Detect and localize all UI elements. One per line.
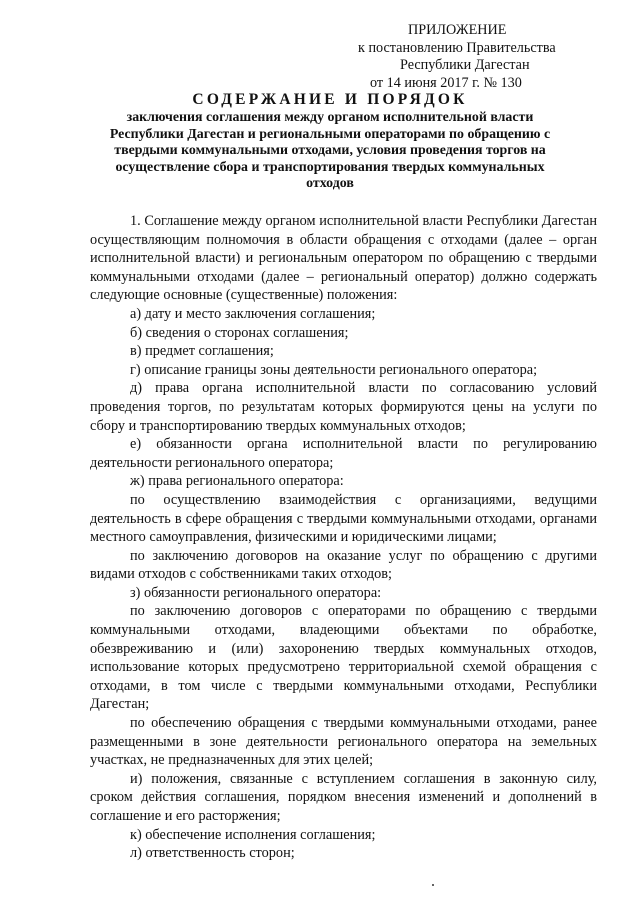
item-a: а) дату и место заключения соглашения; (130, 305, 376, 322)
item-z: з) обязанности регионального оператора: (130, 584, 382, 601)
item-i: и) положения, связанные с вступлением соглашения в законную силу, сроком действия соглашения, порядком внесения изменений и дополнений в соглашение и его расторжения; (90, 770, 597, 824)
appendix-date-line: от 14 июня 2017 г. № 130 (370, 74, 522, 91)
item-v: в) предмет соглашения; (130, 343, 274, 360)
appendix-republic-line: Республики Дагестан (400, 57, 530, 73)
item-g: г) описание границы зоны деятельности регионального оператора; (130, 361, 538, 378)
appendix-title: ПРИЛОЖЕНИЕ (408, 22, 507, 38)
item-d: д) права органа исполнительной власти по согласованию условий проведения торгов, по результатам которых формируются цены на услуги по сбору и транспортированию твердых коммунальных отходов; (90, 380, 597, 434)
item-z-sub-1: по заключению договоров с операторами по обращению с твердыми коммунальными отходами, владеющими объектами по обработке, обезвреживанию и (или) захоронению твердых коммунальных отходов, использование которых предусмотрено территориальной схемой обращения с отходами, в том числе с твердыми коммунальными отходами, Республики Дагестан; (90, 603, 597, 713)
item-e: е) обязанности органа исполнительной власти по регулированию деятельности регионального оператора; (90, 436, 597, 471)
paragraph-1: 1. Соглашение между органом исполнительной власти Республики Дагестан осуществляющим полномочия в области обращения с отходами (далее – орган исполнительной власти) и региональным оператором по обращению с твердыми коммунальными отходами (далее – региональный оператор) должно содержать следующие основные (существенные) положения: (90, 213, 597, 304)
scan-speck (432, 884, 434, 886)
item-zh-sub-2: по заключению договоров на оказание услуг по обращению с другими видами отходов с собственниками таких отходов; (90, 547, 597, 583)
document-heading: СОДЕРЖАНИЕ И ПОРЯДОК (192, 91, 468, 108)
item-k: к) обеспечение исполнения соглашения; (130, 826, 376, 843)
item-zh-sub-1: по осуществлению взаимодействия с организациями, ведущими деятельность в сфере обращения с твердыми коммунальными отходами, органами местного самоуправления, физическими и юридическими лицами; (90, 491, 597, 546)
item-z-sub-2: по обеспечению обращения с твердыми коммунальными отходами, ранее размещенными в зоне деятельности регионального оператора на земельных участках, не предназначенных для этих целей; (90, 715, 597, 769)
document-body (90, 212, 597, 863)
item-l: л) ответственность сторон; (130, 845, 295, 862)
document-subheading: заключения соглашения между органом исполнительной власти Республики Дагестан и региональными операторами по обращению с твердыми коммунальными отходами, условия проведения торгов на осуществление сбора и транспортирования твердых коммунальных отходов (109, 110, 551, 192)
appendix-decree-line: к постановлению Правительства (358, 39, 556, 56)
item-zh: ж) права регионального оператора: (130, 473, 344, 490)
appendix-block (352, 22, 592, 92)
item-b: б) сведения о сторонах соглашения; (130, 324, 349, 341)
